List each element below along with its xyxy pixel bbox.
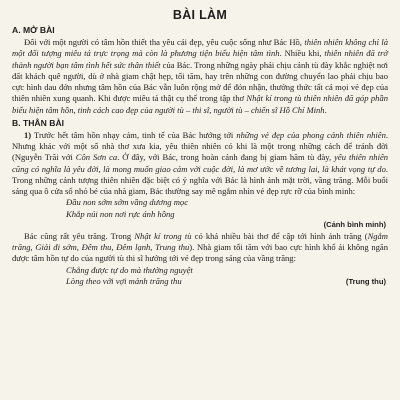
body2-text-1: Bác cũng rất yêu trăng. Trong <box>24 230 135 241</box>
body1-text-3: những vẻ đẹp của phong cảnh thiên nhiên <box>236 129 386 140</box>
intro-text-7: . <box>324 104 327 115</box>
body1-text-2: Trước hết tâm hồn nhạy cảm, tinh tế của Bác hướng tới <box>31 129 237 140</box>
body1-text-4: . Nhưng khác với một số nhà thơ xưa kia, yêu thiên nhiên có khi là một trong những cách để tránh đời (Nguyễn Trãi với <box>12 129 388 163</box>
intro-paragraph <box>12 37 388 116</box>
body1-text-8: . Trong những cảnh tượng thiên nhiên đặc biệt có ý nghĩa với Bác là hình ảnh mặt trời, vầng trăng. Mỗi buổi sáng qua ô cửa sổ nhỏ bé của nhà giam, Bác thường say mê ngắm nhìn vẻ đẹp rực rỡ của bình minh: <box>12 163 388 196</box>
body1-text-6: . Ở đây, với Bác, trong hoàn cảnh đang bị giam hãm tù đày, <box>117 152 335 163</box>
section-heading-body: B. THÂN BÀI <box>12 117 65 128</box>
intro-text-3: . Nhiều khi, <box>279 48 325 59</box>
body2-text-2: Nhật kí trong tù <box>134 230 192 241</box>
intro-text-2: thiên nhiên không chỉ là một đối tượng miêu tả trực trọng mà còn là phương tiện biểu hiện tâm tình <box>12 37 388 59</box>
body-paragraph-1 <box>12 130 388 198</box>
intro-text-4: thiên nhiên đã trở thành người bạn tâm tình hết sức thân thiết <box>12 48 388 70</box>
poem-2-caption: (Trung thu) <box>345 277 386 286</box>
body2-text-3: có khá nhiều bài thơ để cập tới hình ảnh trăng ( <box>191 230 368 241</box>
body2-text-5: ). Nhà giam tối tăm với bao cực hình khổ ải không ngăn được tâm hồn tự do của người tù thi sĩ hướng tới vẻ đẹp trong sáng của vầng trăng: <box>12 242 388 264</box>
body1-number: 1) <box>24 129 32 140</box>
body-paragraph-2 <box>12 231 388 265</box>
page-title: BÀI LÀM <box>172 8 228 22</box>
body1-text-5: Côn Sơn ca <box>75 152 118 163</box>
body1-text-7: yêu thiên nhiên cũng có nghĩa là yêu đời, là mong muốn giao cảm với cuộc đời, là mơ ước về tương lai, là khát vọng tự do <box>12 152 389 174</box>
poem-1-caption: (Cảnh bình minh) <box>323 219 386 229</box>
poem-2-line-1: Chẳng được tự do mà thưởng nguyệt <box>66 264 193 275</box>
poem-1-line-1: Đầu non sớm sớm vầng dương mọc <box>66 197 189 208</box>
body2-text-4: Ngắm trăng, Giải đi sớm, Đêm thu, Đêm lạnh, Trung thu <box>12 230 388 252</box>
intro-text-1: Đối với một người có tâm hồn thiết tha yêu cái đẹp, yêu cuộc sống như Bác Hồ, <box>24 37 305 47</box>
intro-text-5: của Bác. Trong những ngày phải chịu cảnh tù đày khắc nghiệt nơi đất khách quê người, dù ở nhà giam chật hẹp, tối tăm, hay trên những con đường chuyển lao phải chịu bao cực hình dau đớn nhưng tâm hồn của Bác vẫn luôn rộng mở để đón nhận, thưởng thức tất cả mọi vẻ đẹp của thiên nhiên xung quanh. Khi được miêu tả thật cụ thể trong tập thơ <box>12 59 388 104</box>
poem-2-line-2: Lòng theo với vợi mảnh trăng thu <box>66 275 182 286</box>
section-heading-intro: A. MỞ BÀI <box>12 25 55 35</box>
poem-1-line-2: Khắp núi non nơi rực ánh hồng <box>66 208 175 219</box>
intro-text-6: Nhật kí trong tù thiên nhiên đã góp phần biểu hiện tâm hồn, tinh cách cao đẹp của người tù – thi sĩ, người tù – chiến sĩ Hồ Chí Minh <box>12 93 388 115</box>
